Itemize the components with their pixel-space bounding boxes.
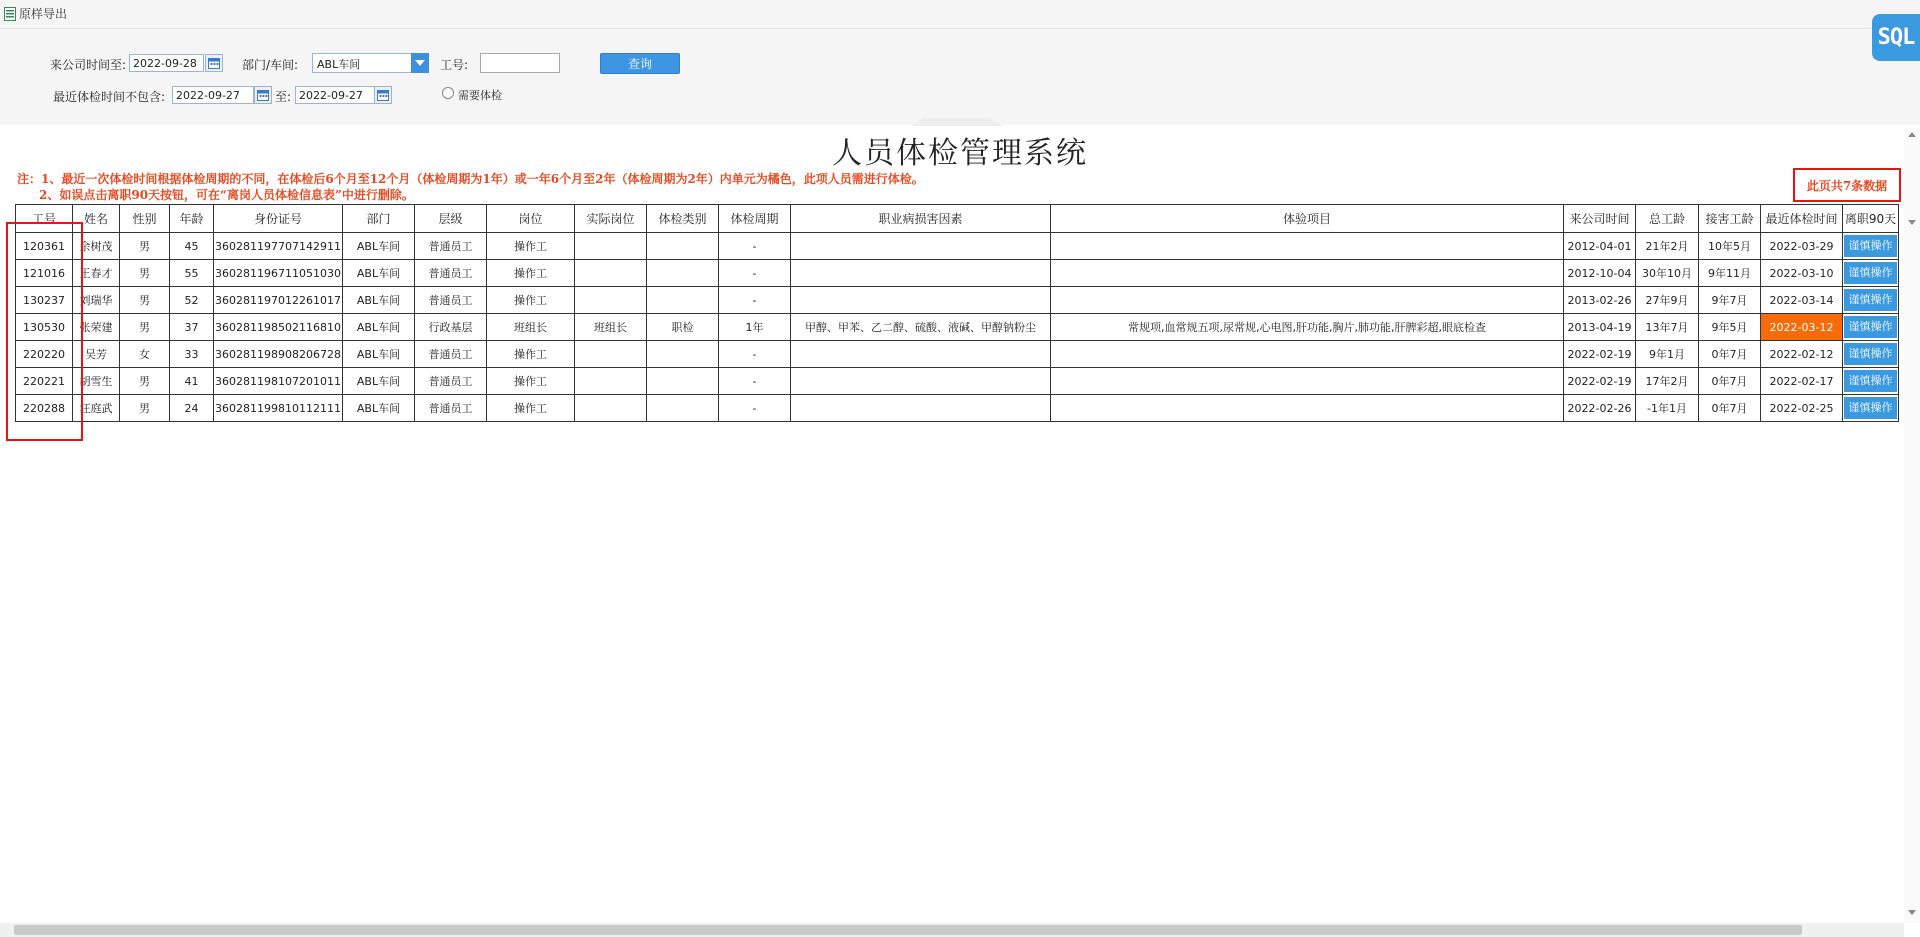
- table-cell: 男: [120, 260, 170, 287]
- careful-operate-button[interactable]: 谨慎操作: [1844, 235, 1897, 257]
- table-cell: [790, 233, 1050, 260]
- column-header: 岗位: [486, 205, 574, 233]
- column-header: 体验项目: [1050, 205, 1563, 233]
- table-cell: 360281196711051030: [214, 260, 343, 287]
- careful-operate-button[interactable]: 谨慎操作: [1844, 289, 1897, 311]
- table-cell: [646, 368, 718, 395]
- empno-label: 工号:: [440, 58, 469, 72]
- to-label: 至:: [275, 90, 292, 104]
- table-row: [16, 368, 1899, 395]
- table-cell: 2012-04-01: [1563, 233, 1635, 260]
- table-cell: [646, 260, 718, 287]
- table-cell: -: [718, 287, 790, 314]
- table-cell: 班组长: [574, 314, 646, 341]
- table-cell: 女: [120, 341, 170, 368]
- table-cell: 胡雪生: [73, 368, 120, 395]
- column-header: 来公司时间: [1563, 205, 1635, 233]
- table-cell: [790, 287, 1050, 314]
- table-cell: [1842, 314, 1898, 341]
- table-cell: 2022-02-17: [1760, 368, 1842, 395]
- table-cell: 操作工: [486, 287, 574, 314]
- table-row: [16, 314, 1899, 341]
- table-cell: 41: [170, 368, 214, 395]
- table-cell: [790, 260, 1050, 287]
- employee-table: [15, 204, 1899, 422]
- table-cell: [790, 341, 1050, 368]
- table-row: [16, 233, 1899, 260]
- table-cell: 操作工: [486, 233, 574, 260]
- table-cell: 220220: [16, 341, 73, 368]
- scroll-up-icon[interactable]: [1908, 132, 1916, 137]
- careful-operate-button[interactable]: 谨慎操作: [1844, 343, 1897, 365]
- table-cell: [574, 368, 646, 395]
- table-cell: -: [718, 395, 790, 422]
- table-cell: 普通员工: [414, 395, 486, 422]
- table-cell: [574, 260, 646, 287]
- table-cell: 张荣建: [73, 314, 120, 341]
- table-cell: 2022-02-19: [1563, 368, 1635, 395]
- table-cell: ABL车间: [342, 395, 414, 422]
- table-cell: -: [718, 260, 790, 287]
- column-header: 年龄: [170, 205, 214, 233]
- table-cell: 普通员工: [414, 233, 486, 260]
- table-cell: [1842, 368, 1898, 395]
- table-cell: 男: [120, 314, 170, 341]
- table-cell: 2013-02-26: [1563, 287, 1635, 314]
- table-cell: [574, 287, 646, 314]
- table-cell: 0年7月: [1698, 395, 1760, 422]
- table-cell: 30年10月: [1635, 260, 1698, 287]
- table-cell: 常规项,血常规五项,尿常规,心电图,肝功能,胸片,肺功能,肝脾彩超,眼底检查: [1050, 314, 1563, 341]
- table-cell: 男: [120, 233, 170, 260]
- table-cell: [646, 341, 718, 368]
- calendar-icon[interactable]: [254, 86, 272, 104]
- table-cell: ABL车间: [342, 314, 414, 341]
- table-cell: 24: [170, 395, 214, 422]
- table-row: [16, 341, 1899, 368]
- column-header: 接害工龄: [1698, 205, 1760, 233]
- table-cell: 55: [170, 260, 214, 287]
- top-toolbar: [0, 0, 1920, 29]
- table-cell: 360281198908206728: [214, 341, 343, 368]
- table-cell: 360281199810112111: [214, 395, 343, 422]
- table-cell: 1年: [718, 314, 790, 341]
- join-date-input[interactable]: [129, 54, 204, 72]
- table-cell: 普通员工: [414, 368, 486, 395]
- table-cell: -: [718, 233, 790, 260]
- table-cell: 普通员工: [414, 260, 486, 287]
- careful-operate-button[interactable]: 谨慎操作: [1844, 370, 1897, 392]
- need-exam-radio[interactable]: [442, 87, 454, 99]
- table-cell: 27年9月: [1635, 287, 1698, 314]
- column-header: 总工龄: [1635, 205, 1698, 233]
- table-cell: 9年7月: [1698, 287, 1760, 314]
- table-cell: -: [718, 368, 790, 395]
- table-cell: -: [718, 341, 790, 368]
- careful-operate-button[interactable]: 谨慎操作: [1844, 316, 1897, 338]
- table-cell: 班组长: [486, 314, 574, 341]
- table-cell: 王春才: [73, 260, 120, 287]
- table-cell: 普通员工: [414, 341, 486, 368]
- table-cell: [790, 395, 1050, 422]
- table-cell: 360281197707142911: [214, 233, 343, 260]
- table-cell: 360281198502116810: [214, 314, 343, 341]
- table-cell: 操作工: [486, 341, 574, 368]
- sql-badge[interactable]: SQL: [1872, 14, 1920, 61]
- dept-label: 部门/车间:: [242, 58, 299, 72]
- table-cell: [646, 233, 718, 260]
- table-cell: [646, 395, 718, 422]
- column-header: 离职90天: [1842, 205, 1898, 233]
- table-cell: ABL车间: [342, 260, 414, 287]
- table-cell: [1050, 341, 1563, 368]
- table-cell: 操作工: [486, 395, 574, 422]
- table-cell: 21年2月: [1635, 233, 1698, 260]
- notes: [17, 171, 924, 203]
- table-cell: 2022-03-29: [1760, 233, 1842, 260]
- table-cell: 刘瑞华: [73, 287, 120, 314]
- calendar-icon[interactable]: [205, 54, 223, 72]
- table-header-row: [16, 205, 1899, 233]
- table-cell: [574, 233, 646, 260]
- table-cell: [1842, 287, 1898, 314]
- spreadsheet-icon: [4, 7, 16, 21]
- table-cell: [790, 368, 1050, 395]
- table-cell: 男: [120, 287, 170, 314]
- table-cell: [1050, 287, 1563, 314]
- table-cell: 0年7月: [1698, 341, 1760, 368]
- calendar-icon[interactable]: [374, 86, 392, 104]
- table-row: [16, 395, 1899, 422]
- table-cell: 普通员工: [414, 287, 486, 314]
- join-date-label: 来公司时间至:: [50, 58, 127, 72]
- export-label: 原样导出: [19, 7, 68, 21]
- column-header: 部门: [342, 205, 414, 233]
- table-row: [16, 287, 1899, 314]
- table-cell: 操作工: [486, 368, 574, 395]
- export-link[interactable]: [4, 5, 67, 22]
- column-header: 身份证号: [214, 205, 343, 233]
- table-cell: 2022-02-25: [1760, 395, 1842, 422]
- column-header: 实际岗位: [574, 205, 646, 233]
- table-cell: ABL车间: [342, 341, 414, 368]
- table-cell: [574, 395, 646, 422]
- page-title: 人员体检管理系统: [832, 136, 1088, 171]
- table-cell: 9年11月: [1698, 260, 1760, 287]
- table-cell: 2022-02-19: [1563, 341, 1635, 368]
- horizontal-scrollbar[interactable]: [0, 923, 1904, 937]
- vertical-scrollbar[interactable]: [1904, 128, 1920, 923]
- table-cell: ABL车间: [342, 287, 414, 314]
- table-cell: -1年1月: [1635, 395, 1698, 422]
- table-cell: 9年1月: [1635, 341, 1698, 368]
- table-cell: [1842, 233, 1898, 260]
- table-cell: 2022-02-12: [1760, 341, 1842, 368]
- filter-panel: [0, 29, 1920, 125]
- table-cell: [646, 287, 718, 314]
- table-cell: [1842, 341, 1898, 368]
- careful-operate-button[interactable]: 谨慎操作: [1844, 397, 1897, 419]
- table-cell: 行政基层: [414, 314, 486, 341]
- table-cell: 9年5月: [1698, 314, 1760, 341]
- table-cell: 120361: [16, 233, 73, 260]
- table-cell: 2022-02-26: [1563, 395, 1635, 422]
- query-button[interactable]: 查询: [600, 53, 680, 74]
- exclude-from-input[interactable]: [172, 86, 254, 104]
- record-count: 此页共7条数据: [1793, 168, 1901, 202]
- need-exam-label: 需要体检: [458, 89, 502, 102]
- table-cell: 130237: [16, 287, 73, 314]
- table-cell: [1050, 395, 1563, 422]
- exclude-to-input[interactable]: [295, 86, 375, 104]
- column-header: 体检周期: [718, 205, 790, 233]
- table-cell: 余树茂: [73, 233, 120, 260]
- table-cell: 操作工: [486, 260, 574, 287]
- table-cell: 52: [170, 287, 214, 314]
- table-cell: 10年5月: [1698, 233, 1760, 260]
- table-cell: ABL车间: [342, 233, 414, 260]
- exclude-date-label: 最近体检时间不包含:: [53, 90, 166, 104]
- table-cell: [574, 341, 646, 368]
- table-cell: 2012-10-04: [1563, 260, 1635, 287]
- table-cell: [1050, 260, 1563, 287]
- table-cell: 121016: [16, 260, 73, 287]
- table-cell: 37: [170, 314, 214, 341]
- table-cell: ABL车间: [342, 368, 414, 395]
- table-cell: 220288: [16, 395, 73, 422]
- column-header: 最近体检时间: [1760, 205, 1842, 233]
- table-cell: 职检: [646, 314, 718, 341]
- column-header: 工号: [16, 205, 73, 233]
- table-cell: 33: [170, 341, 214, 368]
- table-row: [16, 260, 1899, 287]
- column-header: 体检类别: [646, 205, 718, 233]
- table-cell: 360281197012261017: [214, 287, 343, 314]
- table-cell: [1050, 368, 1563, 395]
- table-cell: 男: [120, 368, 170, 395]
- column-header: 层级: [414, 205, 486, 233]
- column-header: 性别: [120, 205, 170, 233]
- table-cell: 17年2月: [1635, 368, 1698, 395]
- table-cell: 2022-03-14: [1760, 287, 1842, 314]
- column-header: 姓名: [73, 205, 120, 233]
- table-cell: 45: [170, 233, 214, 260]
- careful-operate-button[interactable]: 谨慎操作: [1844, 262, 1897, 284]
- table-cell: 2013-04-19: [1563, 314, 1635, 341]
- table-cell: [1050, 233, 1563, 260]
- table-cell: [1842, 395, 1898, 422]
- table-cell: 220221: [16, 368, 73, 395]
- scroll-down-icon[interactable]: [1908, 910, 1916, 915]
- dept-select[interactable]: ABL车间: [312, 53, 412, 73]
- table-cell: 甲醇、甲苯、乙二醇、硫酸、液碱、甲醇钠粉尘: [790, 314, 1050, 341]
- column-header: 职业病损害因素: [790, 205, 1050, 233]
- table-cell: 2022-03-10: [1760, 260, 1842, 287]
- table-cell: 2022-03-12: [1760, 314, 1842, 341]
- empno-input[interactable]: [480, 53, 560, 73]
- table-cell: 13年7月: [1635, 314, 1698, 341]
- table-cell: 汪庭武: [73, 395, 120, 422]
- table-cell: 男: [120, 395, 170, 422]
- scroll-down-icon[interactable]: [1908, 220, 1916, 225]
- table-cell: 吴芳: [73, 341, 120, 368]
- scrollbar-thumb[interactable]: [14, 925, 1802, 935]
- table-cell: 130530: [16, 314, 73, 341]
- table-cell: [1842, 260, 1898, 287]
- note-line-1: 注：1、最近一次体检时间根据体检周期的不同，在体检后6个月至12个月（体检周期为1年）或一年6个月至2年（体检周期为2年）内单元为橘色，此项人员需进行体检。: [17, 172, 924, 186]
- note-line-2: 2、如误点击离职90天按钮，可在“离岗人员体检信息表”中进行删除。: [39, 188, 414, 202]
- table-cell: 360281198107201011: [214, 368, 343, 395]
- table-cell: 0年7月: [1698, 368, 1760, 395]
- chevron-down-icon[interactable]: [411, 53, 429, 73]
